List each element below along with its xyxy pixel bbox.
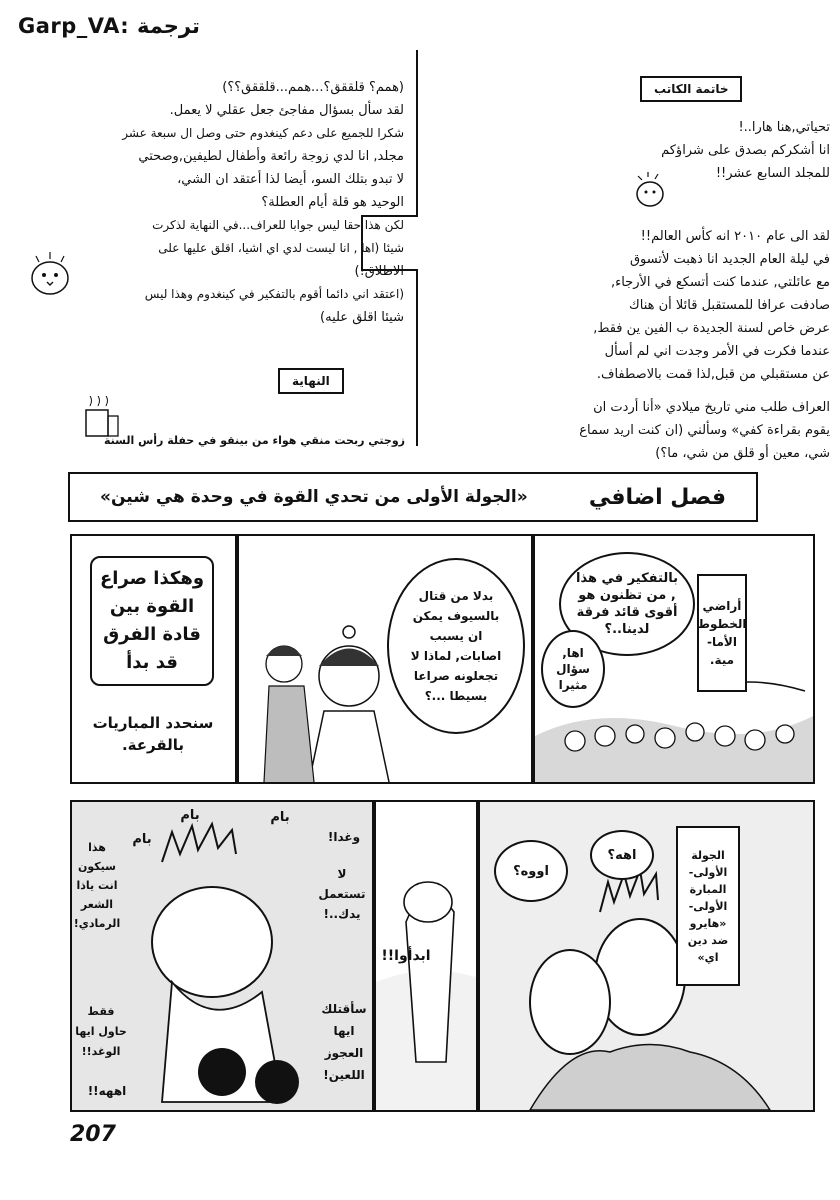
- note-line: انا أشكركم بصدق على شراؤكم: [661, 143, 830, 158]
- translator-credit: Garp_VA: ترجمة: [18, 14, 200, 38]
- note-line: لقد الى عام ٢٠١٠ انه كأس العالم!!: [640, 229, 830, 244]
- chapter-label: فصل اضافي: [588, 484, 726, 510]
- panel-struggle: [70, 800, 374, 1112]
- note-line: شكرا للجميع على دعم كينغدوم حتى وصل ال سبعة عشر: [122, 126, 404, 140]
- note-line: عن مستقبلي من قبل,لذا قمت بالاصطفاف.: [596, 367, 830, 382]
- note-line: للمجلد السابع عشر!!: [715, 166, 830, 181]
- note-line: لا تبدو بتلك السو، أيضا لذا أعتقد ان الشي،: [177, 172, 404, 187]
- shout-dont-use-hand: لا تستعمل يدك..!: [318, 867, 366, 921]
- column-divider: [416, 50, 418, 210]
- note-line: (همم؟ قلققق؟...همم...قلققق؟؟): [222, 80, 404, 95]
- page-number: 207: [70, 1122, 116, 1147]
- speech-bubble-strongest: بالتفكير في هذا , من تظنون هو أقوى قائد فرقة لدينا..؟: [559, 552, 695, 656]
- shout-brat: وغدا!: [327, 830, 361, 844]
- panel-start-signal: [374, 800, 478, 1112]
- note-line: يقوم بقراءة كفي» وسألني (ان كنت اريد سماع: [579, 423, 830, 438]
- speech-bubble-interesting: اها, سؤال مثيرا: [541, 630, 605, 708]
- note-line: الوحيد هو قلة أيام العطلة؟: [261, 195, 404, 210]
- draw-lots-text: سنحدد المباريات بالقرعة.: [92, 714, 214, 754]
- panel-tournament-start: [70, 534, 237, 784]
- note-line: مجلد, انا لدي زوجة رائعة وأطفال لطيفين,وصحتي: [138, 149, 404, 164]
- shout-only-try: فقط حاول ايها الوغد!!: [75, 1005, 127, 1058]
- chick-doodle-icon: [628, 170, 672, 210]
- note-line: لقد سأل بسؤال مفاجئ جعل عقلي لا يعمل.: [169, 103, 404, 118]
- note-line: العراف طلب مني تاريخ ميلادي «أنا أردت ان: [593, 400, 830, 415]
- note-line: لكن هذا حقا ليس جوابا للعراف...في النهاية لذكرت: [152, 218, 404, 232]
- author-note-right-column: [440, 116, 830, 465]
- chapter-header: [68, 472, 758, 522]
- author-note-title: خاتمة الكاتب: [640, 76, 742, 102]
- author-note-left-column: [86, 76, 404, 329]
- note-line: عندما فكرت في الأمر وجدت اني لم أسأل: [604, 344, 830, 359]
- start-shout-text: ابدأوا!!: [381, 948, 431, 964]
- shout-ahh: اههه!!: [87, 1084, 127, 1098]
- panel-council: [533, 534, 815, 784]
- note-line: عرض خاص لسنة الجديدة ب الفين ين فقط,: [593, 321, 830, 336]
- author-note-footnote: زوجتي ربحت منقي هواء من بينقو في حفلة رأس السنة: [104, 434, 405, 447]
- column-divider-lower: [416, 276, 418, 446]
- note-line: شيئا (اها , انا ليست لدي اي اشيا، اقلق عليها على: [158, 241, 404, 255]
- note-line: الاطلاق!): [354, 264, 404, 279]
- note-line: شيئا اقلق عليه): [320, 310, 404, 325]
- note-line: في ليلة العام الجديد انا ذهبت لأتسوق: [629, 252, 830, 267]
- bird-doodle-icon: [22, 250, 78, 300]
- speech-bubble-ooh: اووه؟: [494, 840, 568, 902]
- narration-box: وهكذا صراع القوة بين قادة الفرق قد بدأ: [90, 556, 214, 686]
- note-line: مع عائلتي, عندما كنت أتسكع في الأرجاء,: [610, 275, 830, 290]
- chapter-title: «الجولة الأولى من تحدي القوة في وحدة هي شين»: [100, 487, 528, 507]
- note-line: شي، معين أو قلق من شي، ما؟): [655, 446, 830, 461]
- sfx-bam-2: بام: [270, 810, 290, 825]
- shout-kill: سأقتلك ايها العجوز اللعين!: [321, 1002, 367, 1082]
- match-caption: الجولة الأولى- المبارة الأولى- «هايرو ضد دين اي»: [676, 826, 740, 986]
- speech-bubble-suggestion: بدلا من قتال بالسيوف يمكن ان يسبب اصابات, لماذا لا تجعلونه صراعا بسيطا ...؟: [387, 558, 525, 734]
- speech-bubble-huh: اهه؟: [590, 830, 654, 880]
- shout-gray-hair: هذا سيكون انت ياذا الشعر الرمادي!: [73, 841, 121, 930]
- sfx-bam-3: بام: [132, 832, 152, 847]
- note-line: تحياتي,هنا هارا..!: [738, 120, 830, 135]
- note-line: صادفت عرافا للمستقبل قائلا أن هناك: [629, 298, 830, 313]
- note-line: (اعتقد اني دائما أقوم بالتفكير في كينغدوم وهذا ليس: [144, 287, 404, 301]
- location-caption: أراضي الخطوط الأما- مية.: [697, 574, 747, 692]
- end-label: النهاية: [278, 368, 344, 394]
- panel-suggestion: [237, 534, 533, 784]
- panel-match-one: [478, 800, 815, 1112]
- sfx-bam-1: بام: [180, 808, 200, 823]
